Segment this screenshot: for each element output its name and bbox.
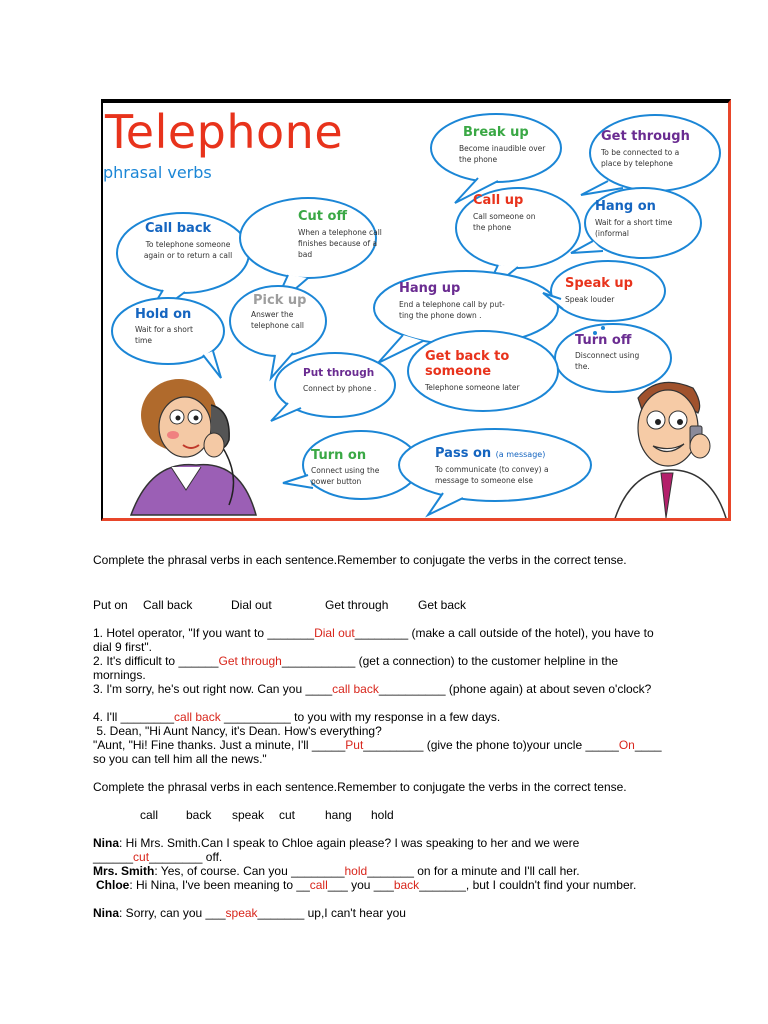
bubble-break-up-desc: Become inaudible over the phone: [459, 144, 546, 164]
poster-title: Telephone: [105, 105, 344, 159]
item-text: "Aunt, "Hi! Fine thanks. Just a minute, I'll _____: [93, 738, 346, 752]
speaker-name: Chloe: [96, 878, 130, 892]
word-bank-item: Put on: [93, 598, 128, 612]
answer: Put: [345, 738, 364, 752]
line-text: ___ you ___: [327, 878, 394, 892]
bubble-pass-on-verb: Pass on: [435, 446, 492, 461]
line-text: : Hi Mrs. Smith.Can I speak to Chloe again please? I was speaking to her and we were ______: [93, 836, 583, 864]
dialogue-line-4: [93, 906, 663, 920]
bubble-get-through-head: Get through: [601, 129, 690, 144]
woman-on-phone-illustration: [111, 365, 261, 521]
bubble-pick-up-desc: Answer the telephone call: [251, 310, 304, 330]
bubble-get-through-desc: To be connected to a place by telephone: [601, 148, 680, 168]
line-text: : Hi Nina, I've been meaning to __: [129, 878, 310, 892]
answer: cut: [133, 850, 150, 864]
line-text: ________ off.: [149, 850, 223, 864]
item-text: __________ (phone again) at about seven o'clock?: [378, 682, 652, 696]
speaker-name: Mrs. Smith: [93, 864, 155, 878]
item-text: ____ so you can tell him all the news.": [93, 738, 665, 766]
answer: Dial out: [314, 626, 355, 640]
item-text: 4. I'll ________: [93, 710, 175, 724]
item-text: _________ (give the phone to)your uncle _____: [363, 738, 619, 752]
bubble-hold-on-desc: Wait for a short time: [135, 325, 193, 345]
item-text: 3. I'm sorry, he's out right now. Can you ____: [93, 682, 333, 696]
bubble-speak-up-desc: Speak louder: [565, 295, 615, 304]
line-text: : Yes, of course. Can you ________: [154, 864, 345, 878]
bubble-hang-on-head: Hang on: [595, 199, 656, 214]
exercise-item-2: [93, 654, 663, 682]
bubble-hang-on-desc: Wait for a short time (informal: [595, 218, 673, 238]
bubble-hold-on-head: Hold on: [135, 307, 192, 322]
bubble-cut-off-desc: When a telephone call finishes because of a bad: [298, 228, 382, 259]
answer: call: [309, 878, 328, 892]
bubble-cut-off-head: Cut off: [298, 209, 347, 224]
speaker-name: Nina: [93, 906, 120, 920]
word-bank-item: speak: [232, 808, 265, 822]
item-text: 2. It's difficult to ______: [93, 654, 219, 668]
word-bank-item: call: [140, 808, 159, 822]
bubble-pick-up-head: Pick up: [253, 293, 307, 308]
section2-instruction: Complete the phrasal verbs in each sentence.Remember to conjugate the verbs in the correct tense.: [93, 780, 627, 794]
word-bank-item: cut: [279, 808, 296, 822]
word-bank-item: back: [186, 808, 212, 822]
phrasal-verbs-poster: [101, 99, 731, 521]
bubble-put-through-desc: Connect by phone .: [303, 384, 377, 393]
bubble-speak-up-head: Speak up: [565, 276, 633, 291]
answer: call back: [174, 710, 221, 724]
exercise-item-4: [93, 710, 663, 724]
dialogue-line-3: [93, 878, 666, 892]
line-text: _______, but I couldn't find your number.: [419, 878, 637, 892]
word-bank-item: hold: [371, 808, 394, 822]
bubble-call-up-desc: Call someone on the phone: [473, 212, 536, 232]
bubble-get-back-head: Get back to someone: [425, 349, 510, 379]
bubble-get-back-desc: Telephone someone later: [425, 383, 520, 392]
bubble-hang-up-desc: End a telephone call by put- ting the phone down .: [399, 300, 505, 320]
bubble-put-through-head: Put through: [303, 367, 375, 379]
line-text: _______ on for a minute and I'll call her.: [367, 864, 580, 878]
bubble-pass-on-head: [435, 446, 545, 461]
dialogue-line-1: [93, 836, 663, 864]
answer: hold: [344, 864, 368, 878]
answer: speak: [225, 906, 258, 920]
item-text: ________ (make a call outside of the hotel), you have to dial 9 first".: [93, 626, 657, 654]
word-bank-item: Dial out: [231, 598, 272, 612]
exercise-item-5-line1: 5. Dean, "Hi Aunt Nancy, it's Dean. How's everything?: [93, 724, 382, 738]
answer: Get through: [218, 654, 282, 668]
exercise-item-5-line2: [93, 738, 663, 766]
answer: On: [618, 738, 635, 752]
bubble-pass-on-suffix: (a message): [495, 450, 546, 459]
poster-subtitle: phrasal verbs: [103, 163, 212, 182]
section1-instruction: Complete the phrasal verbs in each sentence.Remember to conjugate the verbs in the correct tense.: [93, 553, 627, 567]
bubble-break-up-head: Break up: [463, 125, 529, 140]
answer: back: [393, 878, 420, 892]
dialogue-line-2: [93, 864, 663, 878]
word-bank-item: hang: [325, 808, 352, 822]
bubble-call-back-desc: To telephone someone again or to return a call: [143, 240, 233, 260]
man-on-phone-illustration: [608, 368, 731, 521]
bubble-call-back-head: Call back: [145, 221, 212, 236]
bubble-turn-on-head: Turn on: [311, 448, 367, 463]
line-text: _______ up,I can't hear you: [257, 906, 406, 920]
bubble-turn-off-head: Turn off: [575, 333, 632, 348]
bubble-turn-on-desc: Connect using the power button: [311, 466, 380, 486]
speaker-name: Nina: [93, 836, 120, 850]
bubble-pass-on-desc: To communicate (to convey) a message to someone else: [435, 465, 549, 485]
exercise-item-3: [93, 682, 663, 696]
item-text: __________ to you with my response in a few days.: [220, 710, 501, 724]
item-text: ___________ (get a connection) to the customer helpline in the mornings.: [93, 654, 622, 682]
line-text: : Sorry, can you ___: [119, 906, 226, 920]
word-bank-item: Call back: [143, 598, 193, 612]
bubble-turn-off-desc: Disconnect using the.: [575, 351, 640, 371]
bubble-call-up-head: Call up: [473, 193, 524, 208]
answer: call back: [332, 682, 379, 696]
exercise-item-1: [93, 626, 663, 654]
item-text: 1. Hotel operator, "If you want to _______: [93, 626, 315, 640]
word-bank-item: Get through: [325, 598, 389, 612]
bubble-hang-up-head: Hang up: [399, 281, 461, 296]
word-bank-item: Get back: [418, 598, 467, 612]
